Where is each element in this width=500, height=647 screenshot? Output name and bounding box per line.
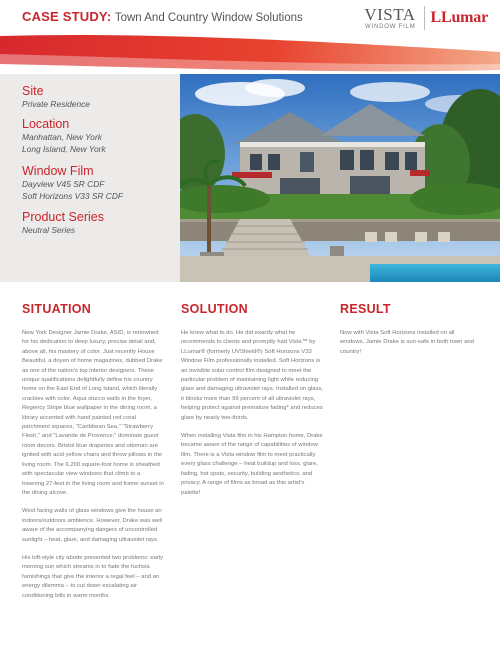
situation-paragraph: His loft-style city abode presented two problems: early morning sun which streams in to fade the fuchsia furnishings that give the interior a regal feel – and an energy dilemma – to cut down escalating air conditioning bills in warm months. (22, 554, 164, 599)
location-line: Manhattan, New York (22, 132, 102, 142)
situation-paragraph: New York Designer Jamie Drake, ASID, is renowned for his dedication to deep luxury, precise detail and, above all, his mastery of color. Just recently House Beautiful, a doyen of home magazines, dubbed Drake as one of the nation's top interior designers. These unique qualifications delightfully define his country home on the East End of Long Island, which literally crackles with color. Aqua stucco walls in the foyer, Regency Stripe blue wallpaper in the dining room, a library accented with hand painted red coral parchment squares, "Caribbean Sea," "Strawberry Flesh," and "Lavande de Provence," dominate guest room decors. Bristol blue draperies and ottoman are ignited with acid yellow chairs and throw pillows in the living room. The 6,200 square-foot home is sheathed with spectacular view windows that climb to a towering 27-feet in the living room and frame sunset in the dining alcove. (22, 330, 164, 496)
product-series-value: Neutral Series (22, 225, 76, 235)
solution-paragraph: When installing Vista film in his Hampton home, Drake became aware of the range of capabilities of window film. There is a Vista window film to meet practically every glass challenge – heat buildup and loss, glare, fading, hot spots, security, building aesthetics, and privacy. A range of films as broad as this artist's palette! (181, 433, 323, 496)
header-swoosh-band (0, 30, 500, 74)
solution-heading: SOLUTION (181, 302, 248, 316)
vista-logo-subtitle: WINDOW FILM (365, 24, 416, 30)
window-film-line: Soft Horizons V33 SR CDF (22, 191, 123, 201)
window-film-line: Dayview V45 SR CDF (22, 179, 105, 189)
logo-divider (424, 6, 425, 30)
location-heading: Location (22, 117, 70, 131)
page-header (0, 0, 500, 34)
location-block (22, 117, 106, 155)
product-series-heading: Product Series (22, 210, 104, 224)
case-study-label: CASE STUDY: (22, 9, 112, 24)
solution-column (181, 302, 324, 507)
vista-logo (364, 6, 415, 30)
window-film-block (22, 164, 123, 202)
product-series-block (22, 210, 104, 236)
result-paragraph: Now with Vista Soft Horizons installed on all windows, Jamie Drake is sun-safe in both town and country! (340, 330, 474, 355)
situation-paragraph: West facing walls of glass windows give the house an indoors/outdoors ambience. However, Drake was well aware of the accompanying dangers of uncontrolled sunlight – heat, glare, and damaging ultraviolet rays. (22, 508, 163, 543)
llumar-logo: LLumar (430, 9, 488, 26)
situation-column (22, 302, 164, 610)
solution-paragraph: He knew what to do. He did exactly what he recommends to clients and promptly had Vista™ by LLumar® (formerly UVShield®) Soft Horizons V33 Window Film professionally installed. Soft Horizons is an invisible solar control film designed to meet the particular problem of maintaining light while reducing glare and damaging ultraviolet rays. Installed on glass, it blocks more than 99 percent of all ultraviolet rays, helping protect against premature fading* and reduces glare by nearly two-thirds. (181, 330, 324, 421)
location-line: Long Island, New York (22, 144, 106, 154)
case-study-name: Town And Country Window Solutions (114, 12, 303, 24)
site-heading: Site (22, 84, 44, 98)
site-block (22, 84, 90, 110)
site-value: Private Residence (22, 99, 90, 109)
case-study-title (22, 9, 303, 24)
house-photo (180, 74, 500, 282)
result-column (340, 302, 480, 366)
situation-heading: SITUATION (22, 302, 92, 316)
result-heading: RESULT (340, 302, 391, 316)
brand-logos (364, 5, 488, 31)
vista-logo-word: VISTA (364, 5, 416, 24)
project-details-sidebar (0, 74, 180, 282)
window-film-heading: Window Film (22, 164, 94, 178)
